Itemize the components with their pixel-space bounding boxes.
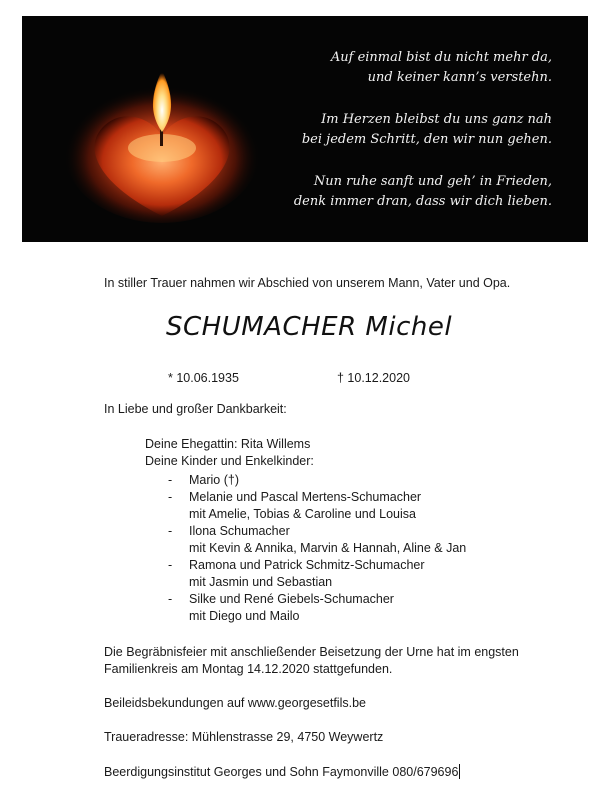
bullet-dash: - <box>168 524 173 538</box>
candle-icon <box>62 56 262 226</box>
birth-date: * 10.06.1935 <box>168 371 239 385</box>
undertaker-text: Beerdigungsinstitut Georges und Sohn Faymonville 080/679696 <box>104 765 459 779</box>
poem-line: und keiner kann’s verstehn. <box>367 70 552 85</box>
list-item <box>168 591 466 608</box>
bullet-dash: - <box>168 592 173 606</box>
child-name: Ilona Schumacher <box>189 524 290 538</box>
address-text: Traueradresse: Mühlenstrasse 29, 4750 Weywertz <box>104 730 384 744</box>
ceremony-text <box>104 644 519 678</box>
child-name: Ramona und Patrick Schmitz-Schumacher <box>189 558 425 572</box>
list-item <box>168 557 466 574</box>
poem-stanza-1 <box>294 48 552 88</box>
poem-stanza-3 <box>294 172 552 212</box>
grandchildren-line: mit Amelie, Tobias & Caroline und Louisa <box>189 507 416 521</box>
header-banner <box>22 16 588 242</box>
poem-line: bei jedem Schritt, den wir nun gehen. <box>301 132 552 147</box>
grandchildren-line: mit Diego und Mailo <box>189 609 300 623</box>
poem-line: Nun ruhe sanft und geh’ in Frieden, <box>313 174 552 189</box>
spouse-line: Deine Ehegattin: Rita Willems <box>145 437 311 451</box>
bullet-dash: - <box>168 490 173 504</box>
grandchildren-line: mit Jasmin und Sebastian <box>189 575 333 589</box>
poem-stanza-2 <box>294 110 552 150</box>
list-item <box>168 489 466 506</box>
poem-line: Auf einmal bist du nicht mehr da, <box>330 50 552 65</box>
grandchildren-line: mit Kevin & Annika, Marvin & Hannah, Aline & Jan <box>189 541 467 555</box>
deceased-name: SCHUMACHER Michel <box>166 312 453 342</box>
ceremony-line: Die Begräbnisfeier mit anschließender Beisetzung der Urne hat im engsten <box>104 645 519 659</box>
child-name: Silke und René Giebels-Schumacher <box>189 592 394 606</box>
bullet-dash: - <box>168 473 173 487</box>
condolences-text: Beileidsbekundungen auf www.georgesetfils.be <box>104 696 366 710</box>
list-item <box>168 472 466 489</box>
child-name: Mario (†) <box>189 473 240 487</box>
poem-line: Im Herzen bleibst du uns ganz nah <box>321 112 552 127</box>
ceremony-line: Familienkreis am Montag 14.12.2020 stattgefunden. <box>104 662 393 676</box>
list-item <box>168 523 466 540</box>
poem <box>294 48 552 212</box>
children-list <box>168 472 466 625</box>
child-name: Melanie und Pascal Mertens-Schumacher <box>189 490 422 504</box>
death-date: † 10.12.2020 <box>337 371 410 385</box>
thanks-text: In Liebe und großer Dankbarkeit: <box>104 402 287 416</box>
undertaker-line <box>104 764 460 779</box>
children-heading: Deine Kinder und Enkelkinder: <box>145 454 314 468</box>
bullet-dash: - <box>168 558 173 572</box>
intro-text: In stiller Trauer nahmen wir Abschied von unserem Mann, Vater und Opa. <box>104 276 511 290</box>
text-cursor <box>459 764 460 779</box>
poem-line: denk immer dran, dass wir dich lieben. <box>293 194 552 209</box>
